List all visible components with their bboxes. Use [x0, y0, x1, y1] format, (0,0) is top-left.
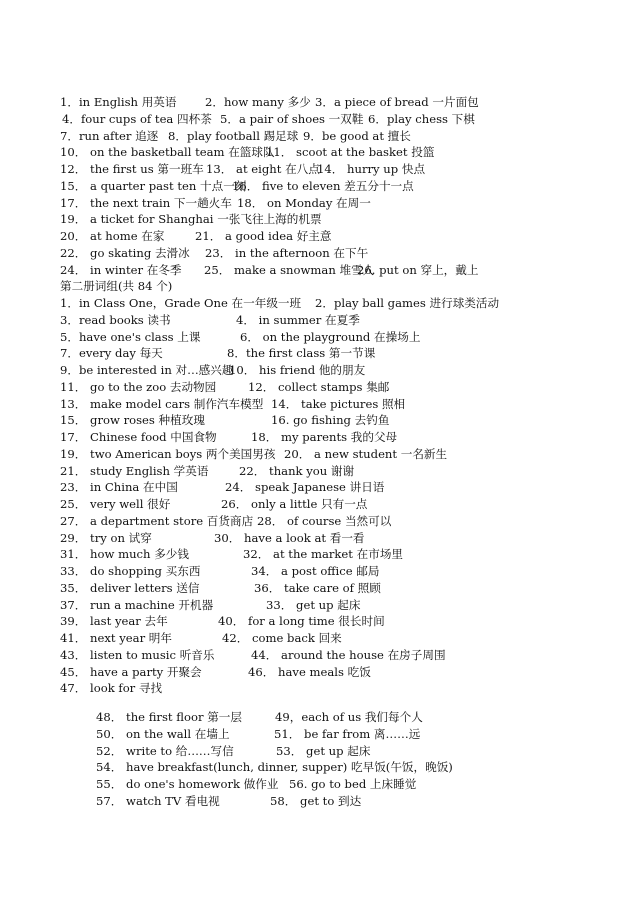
phrase-entry: 42． come back 回来	[222, 631, 342, 645]
phrase-entry: 2．play ball games 进行球类活动	[315, 296, 500, 310]
phrase-entry: 50． on the wall 在墙上	[96, 726, 230, 741]
phrase-entry: 8．the first class 第一节课	[227, 346, 376, 361]
phrase-entry: 6． on the playground 在操场上	[240, 329, 421, 344]
phrase-entry: 17． Chinese food 中国食物	[60, 430, 217, 444]
phrase-entry: 45． have a party 开聚会	[60, 664, 202, 679]
phrase-entry: 3．read books 读书	[60, 312, 171, 327]
phrase-entry: 18． on Monday 在周一	[237, 195, 371, 210]
phrase-entry: 12． the first us 第一班车	[60, 162, 204, 176]
phrase-entry: 8．play football 踢足球	[168, 128, 299, 143]
phrase-entry: 52． write to 给……写信	[96, 743, 234, 758]
phrase-entry: 33． do shopping 买东西	[60, 564, 201, 578]
phrase-entry: 16. go fishing 去钓鱼	[271, 413, 390, 428]
phrase-entry: 56. go to bed 上床睡觉	[289, 777, 417, 791]
phrase-entry: 9．be interested in 对…感兴趣	[60, 363, 234, 377]
phrase-entry: 19． a ticket for Shanghai 一张飞往上海的机票	[60, 212, 322, 227]
phrase-entry: 4． in summer 在夏季	[236, 312, 360, 327]
phrase-entry: 35． deliver letters 送信	[60, 580, 200, 595]
phrase-entry: 43． listen to music 听音乐	[60, 647, 215, 662]
phrase-entry: 28． of course 当然可以	[257, 513, 392, 528]
phrase-entry: 1．in Class One，Grade One 在一年级一班	[60, 296, 302, 310]
phrase-entry: 3．a piece of bread 一片面包	[315, 95, 479, 109]
phrase-entry: 12． collect stamps 集邮	[248, 379, 390, 394]
phrase-entry: 29． try on 试穿	[60, 530, 152, 545]
phrase-entry: 20． a new student 一名新生	[284, 446, 448, 461]
phrase-entry: 1．in English 用英语	[60, 95, 177, 109]
phrase-entry: 7．run after 追逐	[60, 128, 159, 143]
phrase-entry: 14． hurry up 快点	[317, 162, 426, 176]
phrase-entry: 25． make a snowman 堆雪人	[204, 262, 375, 277]
phrase-entry: 23． in China 在中国	[60, 480, 178, 495]
phrase-entry: 13． make model cars 制作汽车模型	[60, 396, 264, 411]
phrase-entry: 9．be good at 擅长	[303, 128, 411, 143]
phrase-entry: 13． at eight 在八点	[206, 162, 320, 176]
phrase-entry: 11． scoot at the basket 投篮	[266, 145, 435, 160]
phrase-entry: 11． go to the zoo 去动物园	[60, 379, 217, 394]
phrase-entry: 17． the next train 下一趟火车	[60, 195, 232, 210]
phrase-entry: 26. put on 穿上，戴上	[357, 262, 479, 277]
phrase-entry: 39． last year 去年	[60, 614, 168, 629]
phrase-entry: 32． at the market 在市场里	[243, 547, 404, 562]
phrase-entry: 31． how much 多少钱	[60, 547, 189, 562]
phrase-entry: 21． a good idea 好主意	[195, 229, 332, 243]
phrase-entry: 16． five to eleven 差五分十一点	[232, 178, 414, 193]
phrase-entry: 27． a department store 百货商店	[60, 513, 254, 528]
phrase-entry: 30． have a look at 看一看	[214, 530, 365, 545]
phrase-entry: 10． his friend 他的朋友	[229, 363, 366, 377]
phrase-entry: 7．every day 每天	[60, 346, 163, 361]
phrase-entry: 47． look for 寻找	[60, 681, 163, 696]
phrase-entry: 55． do one's homework 做作业	[96, 777, 279, 791]
phrase-entry: 25． very well 很好	[60, 497, 171, 511]
phrase-entry: 34． a post office 邮局	[251, 564, 380, 578]
phrase-entry: 18． my parents 我的父母	[251, 430, 398, 444]
phrase-entry: 5．have one's class 上课	[60, 329, 201, 344]
phrase-entry: 46． have meals 吃饭	[248, 664, 371, 679]
phrase-entry: 53． get up 起床	[276, 743, 371, 758]
phrase-entry: 19． two American boys 两个美国男孩	[60, 446, 276, 461]
phrase-entry: 14． take pictures 照相	[271, 396, 406, 411]
phrase-entry: 44． around the house 在房子周围	[251, 647, 446, 662]
phrase-entry: 57． watch TV 看电视	[96, 793, 220, 808]
phrase-entry: 33． get up 起床	[266, 597, 361, 612]
phrase-entry: 15． grow roses 种植玫瑰	[60, 413, 205, 428]
section-heading: 第二册词组(共 84 个)	[60, 279, 173, 294]
phrase-entry: 6．play chess 下棋	[368, 111, 475, 126]
phrase-entry: 21． study English 学英语	[60, 463, 209, 478]
phrase-entry: 58． get to 到达	[270, 793, 362, 808]
phrase-entry: 51． be far from 离……远	[274, 726, 421, 741]
phrase-entry: 22． go skating 去滑冰	[60, 245, 190, 260]
phrase-entry: 54． have breakfast(lunch, dinner, supper) 吃早饭(午饭，晚饭)	[96, 760, 453, 775]
phrase-entry: 37． run a machine 开机器	[60, 597, 214, 612]
phrase-entry: 49，each of us 我们每个人	[275, 710, 423, 724]
phrase-entry: 26． only a little 只有一点	[221, 497, 368, 511]
phrase-entry: 24． in winter 在冬季	[60, 262, 182, 277]
phrase-entry: 2．how many 多少	[205, 95, 311, 109]
phrase-entry: 22． thank you 谢谢	[239, 463, 355, 478]
phrase-entry: 41． next year 明年	[60, 631, 172, 645]
phrase-entry: 5．a pair of shoes 一双鞋	[220, 111, 364, 126]
phrase-entry: 20． at home 在家	[60, 229, 165, 243]
phrase-entry: 36． take care of 照顾	[254, 580, 381, 595]
phrase-entry: 10． on the basketball team 在篮球队	[60, 145, 275, 160]
phrase-entry: 24． speak Japanese 讲日语	[225, 480, 385, 495]
phrase-entry: 40． for a long time 很长时间	[218, 614, 385, 629]
phrase-entry: 48． the first floor 第一层	[96, 710, 242, 724]
phrase-entry: 4．four cups of tea 四杯茶	[62, 111, 212, 126]
phrase-entry: 23． in the afternoon 在下午	[205, 245, 369, 260]
phrase-entry: 15． a quarter past ten 十点一刻	[60, 178, 247, 193]
